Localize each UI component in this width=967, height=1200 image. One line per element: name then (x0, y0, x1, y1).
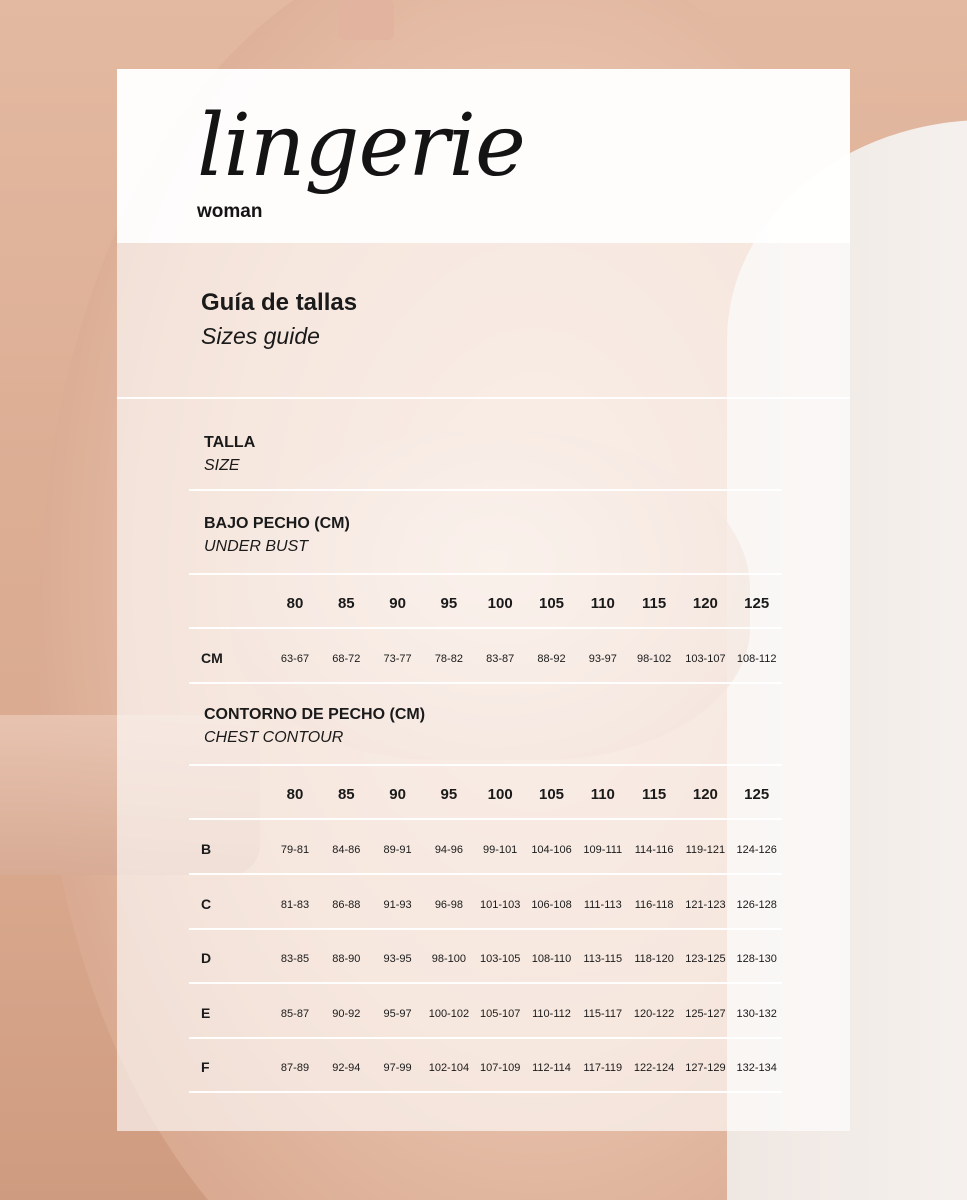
table-cell: 115-117 (583, 1007, 623, 1020)
size-header-cell: 95 (440, 786, 458, 803)
table-cell: 116-118 (634, 898, 674, 911)
size-header-cell: 120 (692, 595, 718, 612)
underbust-label: BAJO PECHO (CM) (204, 515, 350, 532)
table-cell: 102-104 (428, 1062, 470, 1074)
cup-label: D (201, 950, 212, 966)
table-cell: 73-77 (383, 653, 412, 665)
table-cell: 88-92 (537, 653, 566, 665)
table-cell: 100-102 (428, 1007, 470, 1020)
table-cell: 106-108 (531, 898, 572, 911)
table-cell: 107-109 (480, 1062, 521, 1074)
divider (189, 873, 782, 875)
table-cell: 126-128 (736, 898, 777, 911)
table-cell: 112-114 (532, 1062, 571, 1074)
table-cell: 87-89 (280, 1062, 310, 1074)
chest-size-header-row (189, 786, 782, 806)
size-guide-card (117, 69, 850, 1131)
table-cell: 89-91 (383, 844, 412, 856)
table-cell: 103-105 (480, 953, 521, 965)
table-cell: 109-111 (583, 844, 623, 856)
table-cell: 101-103 (480, 898, 521, 911)
divider (189, 1091, 782, 1093)
table-row (189, 896, 782, 916)
table-cell: 95-97 (383, 1007, 412, 1020)
table-cell: 88-90 (332, 953, 361, 965)
underbust-label-en: UNDER BUST (204, 538, 309, 555)
table-cell: 103-107 (685, 653, 726, 665)
cup-label: F (201, 1059, 210, 1075)
table-cell: 123-125 (685, 953, 726, 965)
size-header-cell: 80 (286, 786, 304, 803)
table-cell: 85-87 (280, 1007, 310, 1020)
divider (189, 489, 782, 491)
table-cell: 63-67 (280, 653, 310, 665)
table-cell: 110-112 (532, 1007, 571, 1020)
brand-logo-sub: woman (197, 201, 263, 222)
chest-label: CONTORNO DE PECHO (CM) (204, 706, 426, 723)
table-cell: 122-124 (633, 1062, 675, 1074)
table-cell: 104-106 (531, 844, 572, 856)
table-cell: 105-107 (480, 1007, 521, 1020)
table-cell: 127-129 (685, 1062, 726, 1074)
page-subtitle: Sizes guide (201, 323, 320, 349)
size-header-cell: 125 (744, 595, 770, 612)
size-header-cell: 120 (692, 786, 718, 803)
divider (189, 682, 782, 684)
table-cell: 120-122 (633, 1007, 675, 1020)
table-cell: 84-86 (332, 844, 361, 856)
table-cell: 114-116 (634, 844, 674, 856)
divider (189, 818, 782, 820)
table-cell: 96-98 (434, 898, 463, 911)
table-row (189, 841, 782, 861)
table-cell: 125-127 (685, 1007, 726, 1020)
table-cell: 124-126 (736, 844, 777, 856)
table-cell: 93-97 (588, 653, 617, 665)
size-header-cell: 110 (590, 786, 615, 803)
table-cell: 97-99 (383, 1062, 412, 1074)
table-cell: 128-130 (736, 953, 777, 965)
table-cell: 121-123 (685, 898, 726, 911)
table-cell: 111-113 (583, 898, 622, 911)
table-cell: 118-120 (634, 953, 674, 965)
table-cell: 132-134 (736, 1062, 777, 1074)
divider (189, 764, 782, 766)
cup-label: E (201, 1004, 211, 1021)
divider (189, 982, 782, 984)
divider (189, 1037, 782, 1039)
table-cell: 98-102 (636, 653, 672, 665)
size-header-cell: 95 (440, 595, 458, 612)
table-cell: 108-112 (736, 653, 777, 665)
divider (189, 573, 782, 575)
table-cell: 99-101 (483, 844, 518, 856)
table-cell: 83-87 (486, 653, 515, 665)
size-header-cell: 100 (487, 786, 513, 803)
table-cell: 130-132 (736, 1007, 777, 1020)
size-header-cell: 100 (487, 595, 513, 612)
size-header-cell: 105 (538, 595, 565, 612)
divider (189, 928, 782, 930)
table-cell: 86-88 (332, 898, 361, 911)
size-label: TALLA (204, 434, 256, 451)
table-row (189, 950, 782, 970)
table-row (189, 1005, 782, 1025)
size-header-cell: 125 (744, 786, 770, 803)
size-header-cell: 90 (389, 786, 406, 803)
size-header-cell: 85 (337, 786, 355, 803)
row-label: CM (201, 650, 223, 666)
table-cell: 98-100 (431, 953, 467, 965)
size-header-cell: 115 (641, 595, 667, 612)
underbust-size-header-row (189, 595, 782, 615)
table-row (189, 1059, 782, 1079)
underbust-cm-row (189, 650, 782, 670)
size-header-cell: 110 (590, 595, 615, 612)
table-cell: 119-121 (685, 844, 726, 856)
table-cell: 108-110 (531, 953, 572, 965)
table-cell: 90-92 (332, 1007, 361, 1020)
section-divider (117, 397, 850, 399)
table-cell: 93-95 (383, 953, 412, 965)
bra-strap-shape (338, 0, 394, 40)
size-header-cell: 85 (337, 595, 355, 612)
table-cell: 92-94 (332, 1062, 361, 1074)
table-cell: 117-119 (583, 1062, 623, 1074)
table-cell: 81-83 (280, 898, 310, 911)
page-title: Guía de tallas (201, 289, 358, 316)
table-cell: 83-85 (280, 953, 310, 965)
size-header-cell: 90 (389, 595, 406, 612)
size-header-cell: 115 (641, 786, 667, 803)
size-header-cell: 80 (286, 595, 304, 612)
table-cell: 79-81 (280, 844, 310, 856)
cup-label: B (201, 841, 212, 857)
table-cell: 91-93 (383, 898, 412, 911)
table-cell: 113-115 (583, 953, 623, 965)
divider (189, 627, 782, 629)
table-cell: 78-82 (434, 653, 463, 665)
size-label-en: SIZE (204, 457, 240, 474)
chest-label-en: CHEST CONTOUR (204, 729, 344, 746)
table-cell: 68-72 (332, 653, 361, 665)
size-header-cell: 105 (538, 786, 565, 803)
brand-logo: lingerie (197, 96, 525, 196)
table-cell: 94-96 (434, 844, 463, 856)
cup-label: C (201, 895, 212, 912)
